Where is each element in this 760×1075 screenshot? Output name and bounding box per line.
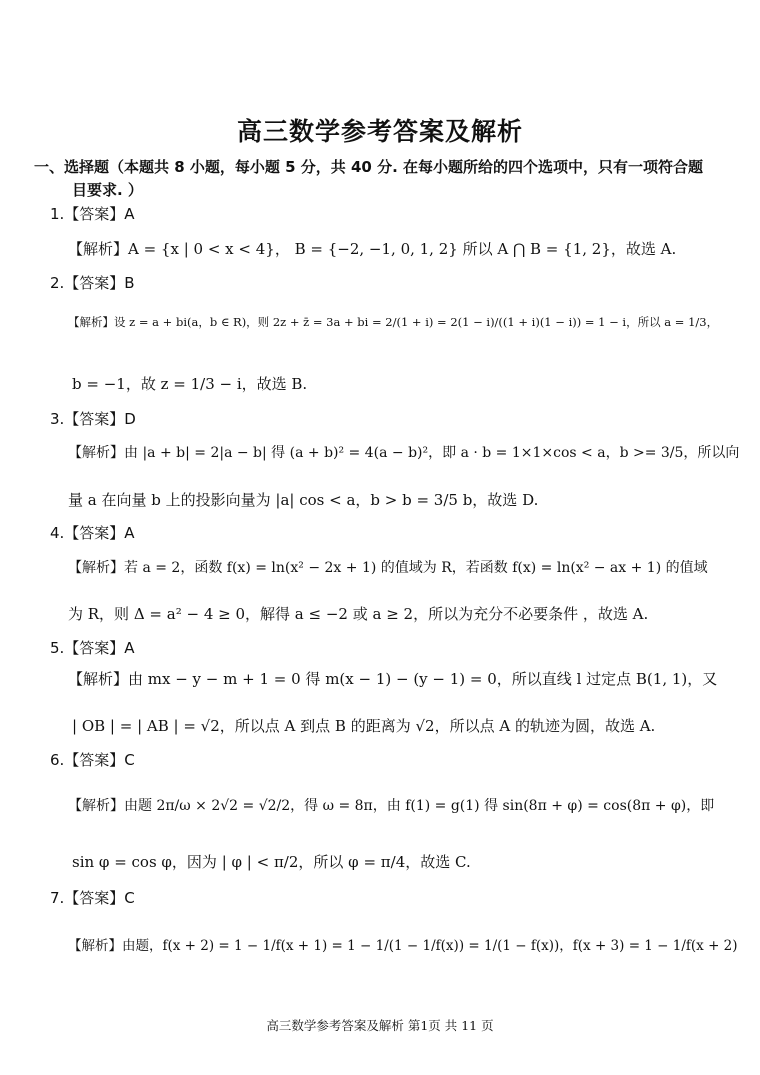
- section-heading: [34, 156, 724, 202]
- explanation-q7-line1: 【解析】由题，f(x + 2) = 1 − 1/f(x + 1) = 1 − 1/(1 − 1/f(x)) = 1/(1 − f(x))，f(x + 3) = 1 − 1/f(x + 2): [68, 938, 738, 954]
- explanation-q1-line1: 【解析】A = {x | 0 < x < 4}， B = {−2, −1, 0, 1, 2} 所以 A ⋂ B = {1, 2}，故选 A.: [68, 240, 677, 258]
- section-heading-line2: 目要求. ）: [72, 181, 143, 199]
- answer-q1: 1.【答案】A: [50, 205, 135, 223]
- explanation-q5-line1: 【解析】由 mx − y − m + 1 = 0 得 m(x − 1) − (y − 1) = 0，所以直线 l 过定点 B(1, 1)，又: [68, 670, 718, 688]
- answer-q5: 5.【答案】A: [50, 639, 135, 657]
- answer-q2: 2.【答案】B: [50, 274, 135, 292]
- answer-q4: 4.【答案】A: [50, 524, 135, 542]
- explanation-q3-line2: 量 a 在向量 b 上的投影向量为 |a| cos < a，b > b = 3/5 b，故选 D.: [68, 491, 539, 509]
- explanation-q6-line2: sin φ = cos φ，因为 | φ | < π/2，所以 φ = π/4，故选 C.: [72, 853, 471, 871]
- explanation-q2-line1: 【解析】设 z = a + bi(a，b ∈ R)，则 2z + z̄ = 3a + bi = 2/(1 + i) = 2(1 − i)/((1 + i)(1 − i)) = 1 − i，所以 a = 1/3，: [68, 315, 719, 329]
- page-title: 高三数学参考答案及解析: [236, 117, 523, 146]
- page-footer: 高三数学参考答案及解析 第1页 共 11 页: [266, 1018, 494, 1033]
- explanation-q6-line1: 【解析】由题 2π/ω × 2√2 = √2/2，得 ω = 8π，由 f(1) = g(1) 得 sin(8π + φ) = cos(8π + φ)，即: [68, 798, 715, 814]
- explanation-q4-line2: 为 R，则 Δ = a² − 4 ≥ 0，解得 a ≤ −2 或 a ≥ 2，所以为充分不必要条件 ，故选 A.: [68, 605, 649, 623]
- answer-q6: 6.【答案】C: [50, 751, 135, 769]
- answer-q7: 7.【答案】C: [50, 889, 135, 907]
- section-heading-line1: 一、选择题（本题共 8 小题，每小题 5 分，共 40 分. 在每小题所给的四个选项中，只有一项符合题: [34, 158, 704, 176]
- explanation-q5-line2: | OB | = | AB | = √2，所以点 A 到点 B 的距离为 √2，所以点 A 的轨迹为圆，故选 A.: [72, 717, 656, 735]
- explanation-q4-line1: 【解析】若 a = 2，函数 f(x) = ln(x² − 2x + 1) 的值域为 R，若函数 f(x) = ln(x² − ax + 1) 的值域: [68, 560, 708, 576]
- answer-q3: 3.【答案】D: [50, 410, 136, 428]
- explanation-q3-line1: 【解析】由 |a + b| = 2|a − b| 得 (a + b)² = 4(a − b)²，即 a · b = 1×1×cos < a，b >= 3/5，所以向: [68, 445, 740, 461]
- explanation-q2-line2: b = −1，故 z = 1/3 − i，故选 B.: [72, 375, 308, 393]
